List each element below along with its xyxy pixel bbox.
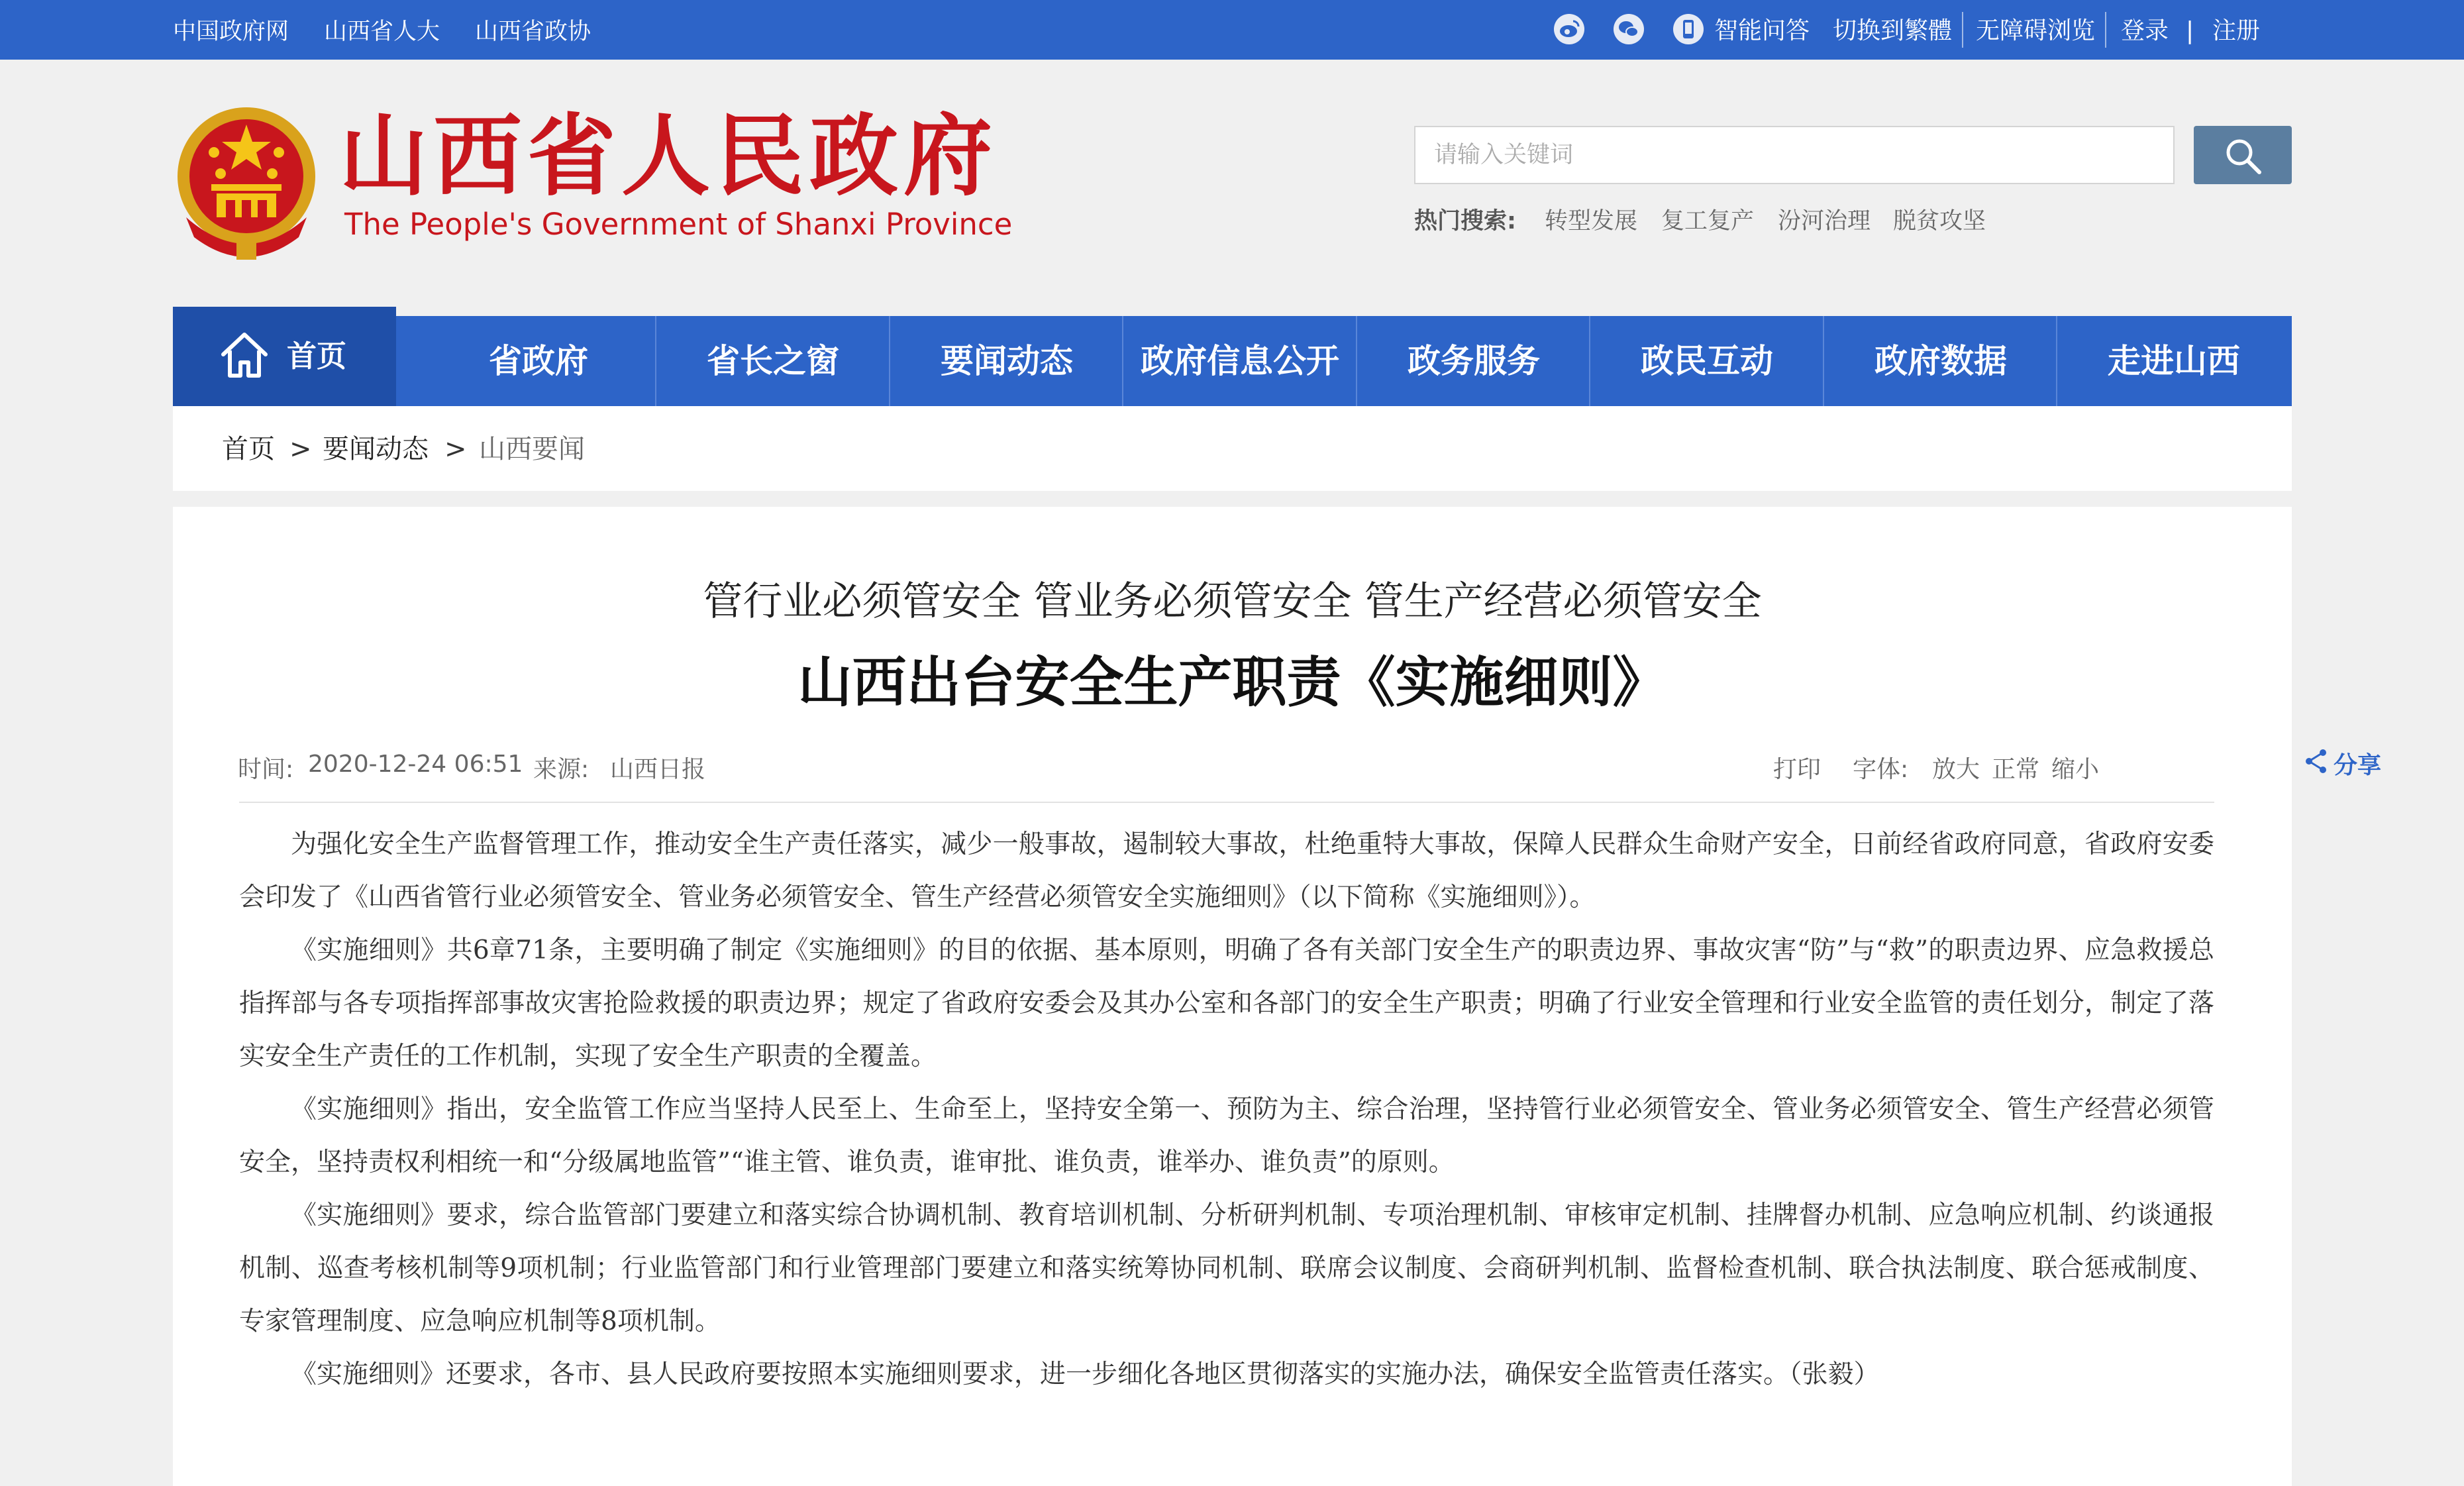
source-value: 山西日报	[610, 756, 706, 783]
mobile-icon[interactable]	[1673, 14, 1704, 44]
site-title-english: The People's Government of Shanxi Province	[344, 207, 1013, 242]
link-cppcc-shanxi[interactable]: 山西省政协	[475, 19, 591, 45]
print-button[interactable]: 打印	[1773, 756, 1822, 783]
time-label: 时间:	[238, 756, 294, 783]
site-title: 山西省人民政府	[339, 103, 998, 208]
nav-item-gov-data[interactable]: 政府数据	[1874, 342, 2007, 380]
article-paragraph: 《实施细则》指出，安全监管工作应当坚持人民至上、生命至上，坚持安全第一、预防为主、综合治理，坚持管行业必须管安全、管业务必须管安全、管生产经营必须管安全，坚持责权利相统一和“分级属地监管”“谁主管、谁负责，谁审批、谁负责，谁举办、谁负责”的原则。	[239, 1094, 2214, 1177]
smart-qa-link[interactable]: 智能问答	[1714, 17, 1810, 44]
hot-search-item[interactable]: 转型发展	[1545, 208, 1638, 235]
nav-item-about-shanxi[interactable]: 走进山西	[2108, 342, 2240, 380]
login-link[interactable]: 登录	[2121, 17, 2169, 44]
nav-item-news[interactable]: 要闻动态	[941, 342, 1073, 380]
top-bar	[0, 0, 2464, 60]
breadcrumb-news[interactable]: 要闻动态	[323, 434, 429, 464]
nav-item-interaction[interactable]: 政民互动	[1641, 342, 1773, 380]
font-large-button[interactable]: 放大	[1932, 756, 1980, 783]
nav-item-province-gov[interactable]: 省政府	[489, 342, 588, 380]
share-button[interactable]: 分享	[2334, 752, 2382, 779]
breadcrumb-separator: >	[444, 434, 467, 464]
hot-search-item[interactable]: 汾河治理	[1778, 208, 1871, 235]
link-gov-cn[interactable]: 中国政府网	[173, 19, 289, 45]
top-right-tools	[1550, 0, 2464, 60]
nav-item-gov-services[interactable]: 政务服务	[1408, 342, 1540, 380]
article-body	[239, 818, 2214, 1401]
nav-home[interactable]	[173, 307, 396, 406]
breadcrumb-home[interactable]: 首页	[222, 434, 275, 464]
publish-time: 2020-12-24 06:51	[308, 751, 523, 778]
search-button[interactable]	[2194, 126, 2292, 184]
article-subtitle: 管行业必须管安全 管业务必须管安全 管生产经营必须管安全	[703, 578, 1762, 625]
national-emblem-icon	[173, 105, 320, 262]
article-paragraph: 为强化安全生产监督管理工作，推动安全生产责任落实，减少一般事故，遏制较大事故，杜绝重特大事故，保障人民群众生命财产安全，日前经省政府同意，省政府安委会印发了《山西省管行业必须管安全、管业务必须管安全、管生产经营必须管安全实施细则》（以下简称《实施细则》）。	[239, 829, 2214, 912]
article-paragraph: 《实施细则》共6章71条，主要明确了制定《实施细则》的目的依据、基本原则，明确了各有关部门安全生产的职责边界、事故灾害“防”与“救”的职责边界、应急救援总指挥部与各专项指挥部事故灾害抢险救援的职责边界；规定了省政府安委会及其办公室和各部门的安全生产职责；明确了行业安全管理和行业安全监管的责任划分，制定了落实安全生产责任的工作机制，实现了安全生产职责的全覆盖。	[239, 935, 2214, 1071]
share-icon[interactable]	[2304, 748, 2328, 774]
article-paragraph: 《实施细则》要求，综合监管部门要建立和落实综合协调机制、教育培训机制、分析研判机制、专项治理机制、审核审定机制、挂牌督办机制、应急响应机制、约谈通报机制、巡查考核机制等9项机制；行业监管部门和行业管理部门要建立和落实统筹协同机制、联席会议制度、会商研判机制、监督检查机制、联合执法制度、联合惩戒制度、专家管理制度、应急响应机制等8项机制。	[239, 1200, 2214, 1336]
font-size-label: 字体:	[1853, 756, 1909, 783]
hot-search-label: 热门搜索:	[1414, 208, 1516, 235]
source-label: 来源:	[533, 756, 590, 783]
accessible-browse-link[interactable]: 无障碍浏览	[1976, 17, 2096, 44]
nav-home-label: 首页	[287, 339, 347, 374]
breadcrumb-current[interactable]: 山西要闻	[479, 434, 585, 464]
site-header	[0, 60, 2464, 308]
article	[173, 507, 2382, 1486]
register-link[interactable]: 注册	[2212, 17, 2261, 44]
link-npc-shanxi[interactable]: 山西省人大	[324, 19, 440, 45]
search-icon	[2224, 136, 2262, 175]
top-links	[173, 0, 626, 60]
breadcrumb-separator: >	[289, 434, 312, 464]
wechat-icon[interactable]	[1614, 14, 1644, 44]
article-paragraph: 《实施细则》还要求，各市、县人民政府要按照本实施细则要求，进一步细化各地区贯彻落实的实施办法，确保安全监管责任落实。（张毅）	[291, 1359, 1880, 1389]
nav-item-governor[interactable]: 省长之窗	[707, 342, 839, 380]
font-normal-button[interactable]: 正常	[1992, 756, 2040, 783]
hot-search-item[interactable]: 复工复产	[1661, 208, 1755, 235]
login-register-separator: |	[2186, 17, 2194, 44]
breadcrumb	[173, 406, 2292, 491]
hot-search-item[interactable]: 脱贫攻坚	[1893, 208, 1986, 235]
divider	[2105, 12, 2106, 48]
font-small-button[interactable]: 缩小	[2051, 756, 2100, 783]
search-input[interactable]: 请输入关键词	[1414, 126, 2175, 184]
divider	[1962, 12, 1963, 48]
switch-traditional-link[interactable]: 切换到繁體	[1833, 17, 1953, 44]
home-icon	[219, 329, 270, 380]
article-divider	[239, 802, 2214, 803]
weibo-icon[interactable]	[1554, 14, 1584, 44]
article-title: 山西出台安全生产职责《实施细则》	[797, 651, 1667, 714]
nav-item-info-disclosure[interactable]: 政府信息公开	[1141, 342, 1339, 380]
